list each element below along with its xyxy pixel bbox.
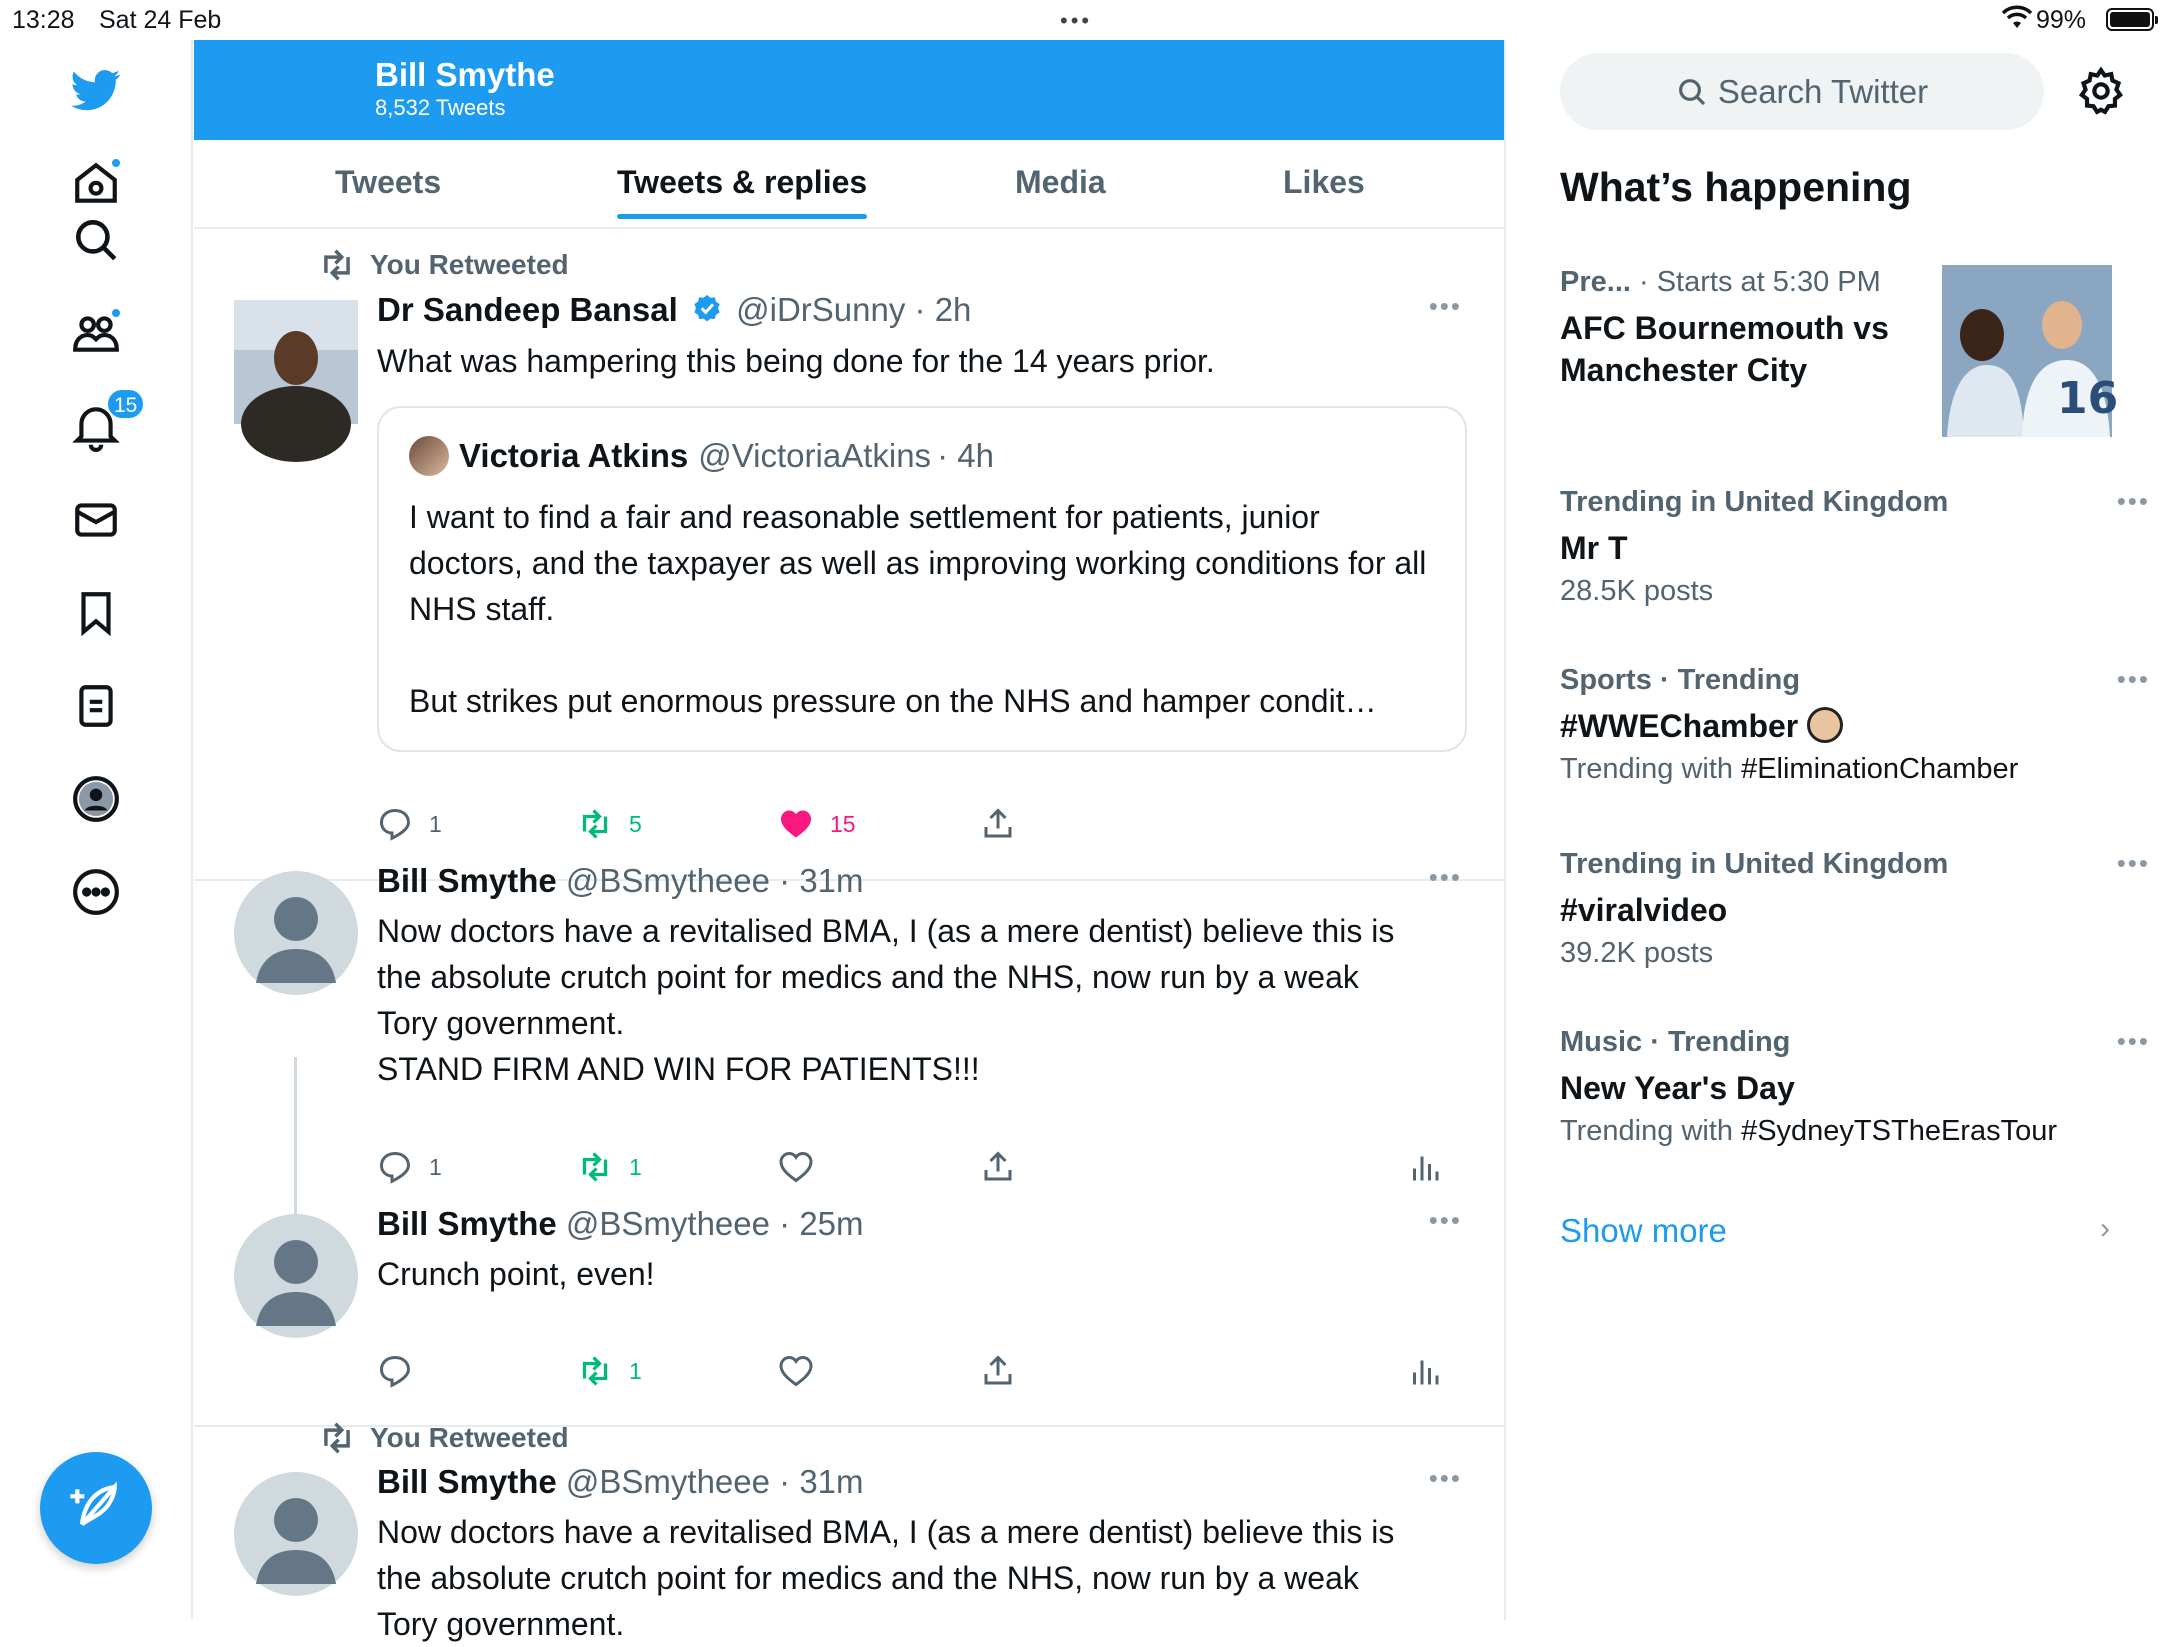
analytics-button[interactable] <box>1407 1353 1459 1389</box>
retweet-count: 5 <box>629 810 642 837</box>
status-date: Sat 24 Feb <box>99 6 222 34</box>
share-icon <box>980 806 1016 842</box>
trend-more-options-icon[interactable]: ••• <box>2116 1026 2150 1056</box>
tweet-author-name[interactable]: Bill Smythe <box>377 1205 557 1242</box>
tweet-author-name[interactable]: Bill Smythe <box>377 1463 557 1500</box>
event-category: Pre... <box>1560 266 1631 298</box>
share-icon <box>980 1353 1016 1389</box>
battery-percent: 99% <box>2036 6 2087 34</box>
wifi-icon <box>2002 6 2032 37</box>
retweet-button[interactable] <box>577 806 642 842</box>
search-icon <box>1676 76 1708 108</box>
reply-count: 1 <box>429 810 442 837</box>
twitter-logo-icon[interactable] <box>66 60 126 120</box>
trend-context-prefix: Trending with <box>1560 753 1742 785</box>
tweet-actions <box>377 806 1477 846</box>
retweet-count: 1 <box>629 1153 642 1180</box>
reply-button[interactable] <box>377 806 442 842</box>
tweet-text: What was hampering this being done for the 14 years prior. <box>377 343 1215 379</box>
trend-context-hashtag[interactable]: #SydneyTSTheErasTour <box>1741 1115 2058 1147</box>
profile-tweet-count: 8,532 Tweets <box>375 95 506 120</box>
share-button[interactable] <box>980 1149 1032 1185</box>
tweet-more-options-icon[interactable]: ••• <box>1428 291 1462 321</box>
trend-meta: Sports · Trending <box>1560 664 1801 696</box>
reply-icon <box>377 1353 413 1389</box>
profile-header <box>194 40 1504 140</box>
tweet-time[interactable]: · 2h <box>914 291 972 328</box>
retweet-button[interactable] <box>577 1149 642 1185</box>
tab-media[interactable] <box>1015 164 1106 201</box>
profile-tabs <box>194 140 1504 229</box>
event-title: AFC Bournemouth vs Manchester City <box>1560 310 1889 388</box>
tweet-actions <box>377 1353 1477 1393</box>
trend-meta: Music · Trending <box>1560 1026 1791 1058</box>
compose-feather-icon <box>68 1480 124 1536</box>
quoted-tweet-time: · 4h <box>937 437 994 474</box>
reply-icon <box>377 1149 413 1185</box>
tweet-header <box>377 291 971 329</box>
messages-envelope-icon[interactable] <box>66 490 126 550</box>
retweet-label: You Retweeted <box>370 1422 569 1453</box>
tab-tweets-label: Tweets <box>335 164 442 200</box>
trend-item[interactable] <box>1560 486 2150 608</box>
tweet-author-handle[interactable]: @BSmytheee <box>565 1463 770 1500</box>
like-button[interactable] <box>778 1149 830 1185</box>
avatar[interactable] <box>234 871 358 995</box>
tab-tweets[interactable] <box>335 164 441 201</box>
heart-icon <box>778 1353 814 1389</box>
analytics-icon <box>1407 1353 1443 1389</box>
retweet-icon <box>318 246 356 284</box>
main-timeline-column <box>194 40 1506 1642</box>
tweet-text-line: STAND FIRM AND WIN FOR PATIENTS!!! <box>377 1051 980 1087</box>
tab-tweets-and-replies-label: Tweets & replies <box>617 164 868 200</box>
search-input[interactable] <box>1560 53 2044 130</box>
tweet-author-name[interactable]: Dr Sandeep Bansal <box>377 291 678 328</box>
tweet-actions <box>377 1149 1477 1189</box>
tweet-header <box>377 1463 864 1501</box>
tweet-text-line: the absolute crutch point for medics and the NHS, now run by a weak <box>377 959 1359 995</box>
tweet-more-options-icon[interactable]: ••• <box>1428 862 1462 892</box>
compose-tweet-button[interactable] <box>40 1452 152 1564</box>
notifications-badge: 15 <box>106 388 145 420</box>
trend-item[interactable] <box>1560 664 2150 786</box>
event-start-time: · Starts at 5:30 PM <box>1639 266 1881 298</box>
tweet-more-options-icon[interactable]: ••• <box>1428 1205 1462 1235</box>
active-tab-indicator <box>617 214 867 219</box>
status-bar <box>0 0 2160 40</box>
tab-tweets-and-replies[interactable] <box>617 164 867 201</box>
communities-icon[interactable] <box>66 303 126 363</box>
tab-likes[interactable] <box>1283 164 1365 201</box>
tweet-text-line: the absolute crutch point for medics and the NHS, now run by a weak <box>377 1560 1359 1596</box>
search-placeholder: Search Twitter <box>1717 72 1929 110</box>
notifications-bell-icon[interactable] <box>66 394 138 456</box>
trend-item[interactable] <box>1560 1026 2150 1148</box>
trend-post-count: 28.5K posts <box>1560 575 1714 607</box>
svg-text:16: 16 <box>2057 373 2119 424</box>
trend-context <box>1560 1115 2120 1148</box>
trend-title <box>1560 705 2120 747</box>
trend-more-options-icon[interactable]: ••• <box>2116 664 2150 694</box>
tweet-text: Crunch point, even! <box>377 1256 655 1292</box>
tweet-more-options-icon[interactable]: ••• <box>1428 1463 1462 1493</box>
tweet-header <box>377 1205 864 1243</box>
quoted-tweet-text: I want to find a fair and reasonable settlement for patients, junior doctors, and the taxpayer as well as improving working conditions for all NHS staff. <box>409 499 1427 627</box>
avatar-photo <box>234 300 358 424</box>
home-unread-dot <box>110 157 122 169</box>
trend-title: #viralvideo <box>1560 892 1728 928</box>
default-avatar-icon <box>234 1214 358 1338</box>
tweet-text-line: Now doctors have a revitalised BMA, I (as a mere dentist) believe this is <box>377 913 1395 949</box>
battery-icon <box>2106 8 2154 31</box>
explore-search-icon[interactable] <box>66 210 126 270</box>
retweet-icon <box>577 806 613 842</box>
tweet-author-name[interactable]: Bill Smythe <box>377 862 557 899</box>
tweet-time[interactable]: · 31m <box>779 1463 864 1500</box>
communities-unread-dot <box>110 307 122 319</box>
tweet-author-handle[interactable]: @BSmytheee <box>565 1205 770 1242</box>
avatar[interactable] <box>234 1472 358 1596</box>
tweet-author-handle[interactable]: @iDrSunny <box>736 291 906 328</box>
quoted-author-handle: @VictoriaAtkins <box>698 437 932 474</box>
quoted-avatar <box>409 436 449 476</box>
retweet-count: 1 <box>629 1357 642 1384</box>
trend-more-options-icon[interactable]: ••• <box>2116 848 2150 878</box>
trend-context-hashtag[interactable]: #EliminationChamber <box>1741 753 2019 785</box>
retweet-icon <box>577 1149 613 1185</box>
tweet-time[interactable]: · 25m <box>779 1205 864 1242</box>
trend-context <box>1560 753 2120 786</box>
tweet-text-line: Tory government. <box>377 1005 625 1041</box>
show-more-link[interactable]: Show more <box>1560 1212 1727 1249</box>
whats-happening-heading: What’s happening <box>1560 164 1912 210</box>
event-thumbnail-image[interactable] <box>1942 265 2119 437</box>
chevron-right-icon: › <box>2100 1212 2110 1245</box>
right-sidebar <box>1508 40 2160 1620</box>
trend-more-options-icon[interactable]: ••• <box>2116 486 2150 516</box>
villain-emoji-icon <box>1807 707 1843 743</box>
quoted-tweet-text-continued: But strikes put enormous pressure on the NHS and hamper condit… <box>409 683 1377 719</box>
trend-title: New Year's Day <box>1560 1070 1795 1106</box>
retweet-indicator <box>318 246 569 284</box>
trend-title-text: #WWEChamber <box>1560 708 1799 744</box>
reply-count: 1 <box>429 1153 442 1180</box>
reply-button[interactable] <box>377 1353 429 1389</box>
retweet-button[interactable] <box>577 1353 642 1389</box>
like-button[interactable] <box>778 1353 830 1389</box>
avatar[interactable] <box>234 1214 358 1338</box>
event-meta <box>1560 266 1940 299</box>
trend-meta: Trending in United Kingdom <box>1560 486 1949 518</box>
settings-gear-icon[interactable] <box>2076 66 2126 116</box>
lists-icon[interactable] <box>66 676 126 736</box>
retweet-label: You Retweeted <box>370 249 569 280</box>
default-avatar-icon <box>234 871 358 995</box>
retweet-icon <box>577 1353 613 1389</box>
share-button[interactable] <box>980 1353 1032 1389</box>
analytics-icon <box>1407 1149 1443 1185</box>
retweet-indicator <box>318 1419 569 1457</box>
share-icon <box>980 1149 1016 1185</box>
profile-icon[interactable] <box>66 769 126 829</box>
multitasking-dots-icon[interactable]: ••• <box>1060 8 1093 33</box>
quoted-tweet-header <box>409 436 1435 476</box>
trend-post-count: 39.2K posts <box>1560 937 1714 969</box>
tweet-time[interactable]: · 31m <box>779 862 864 899</box>
tab-media-label: Media <box>1015 164 1106 200</box>
trend-context-prefix: Trending with <box>1560 1115 1742 1147</box>
status-time: 13:28 <box>12 6 75 34</box>
avatar[interactable] <box>234 300 358 424</box>
trend-meta: Trending in United Kingdom <box>1560 848 1949 880</box>
retweet-icon <box>318 1419 356 1457</box>
heart-icon <box>778 1149 814 1185</box>
reply-button[interactable] <box>377 1149 442 1185</box>
profile-name: Bill Smythe <box>375 56 555 93</box>
tweet-text-line: Now doctors have a revitalised BMA, I (as a mere dentist) believe this is <box>377 1514 1395 1550</box>
quoted-author-name: Victoria Atkins <box>459 437 689 474</box>
heart-filled-icon <box>778 806 814 842</box>
share-button[interactable] <box>980 806 1032 842</box>
tweet-header <box>377 862 864 900</box>
left-navigation <box>0 40 193 1620</box>
home-icon[interactable] <box>66 153 126 213</box>
tweet-text-line: Tory government. <box>377 1606 625 1642</box>
default-avatar-icon <box>234 1472 358 1596</box>
trend-item[interactable] <box>1560 848 2150 970</box>
like-count: 15 <box>830 810 856 837</box>
reply-icon <box>377 806 413 842</box>
event-trend[interactable] <box>1560 266 1940 391</box>
tab-likes-label: Likes <box>1283 164 1365 200</box>
trend-title: Mr T <box>1560 530 1628 566</box>
bookmarks-icon[interactable] <box>66 583 126 643</box>
tweet-text <box>377 1509 1457 1647</box>
analytics-button[interactable] <box>1407 1149 1459 1185</box>
tweet-author-handle[interactable]: @BSmytheee <box>565 862 770 899</box>
quoted-tweet[interactable] <box>377 406 1467 752</box>
verified-badge-icon <box>691 293 723 325</box>
tweet-text <box>377 908 1457 1092</box>
more-options-icon[interactable] <box>66 862 126 922</box>
like-button[interactable] <box>778 806 856 842</box>
